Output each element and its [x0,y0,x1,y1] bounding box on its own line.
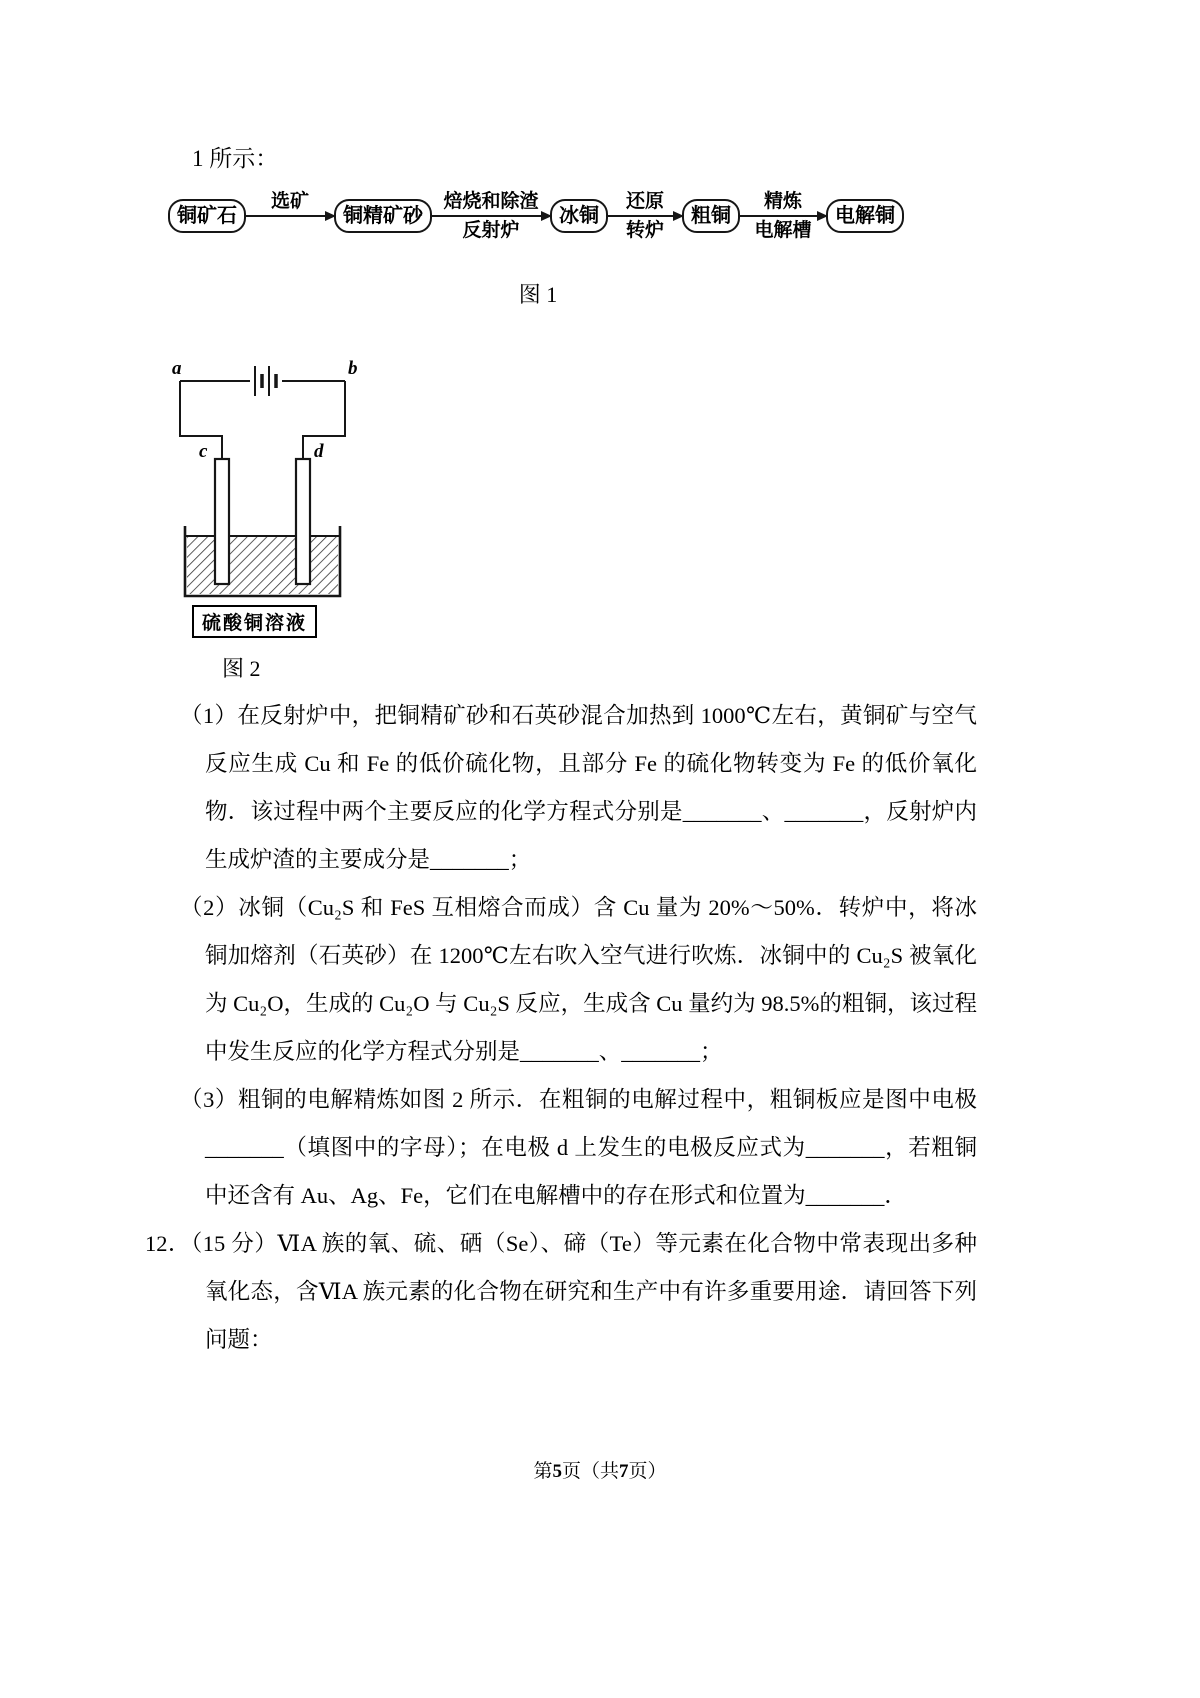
flow-node-copper-concentrate: 铜精矿砂 [334,199,432,233]
terminal-b-label: b [348,358,358,379]
arrow-top-label: 焙烧和除渣 [443,191,539,212]
electrode-c [215,459,229,584]
electrode-d-label: d [314,441,324,462]
electrode-c-label: c [199,441,208,462]
electrode-d [296,459,310,584]
arrow-line-icon [608,215,682,217]
solution-label: 硫酸铜溶液 [192,605,317,638]
arrow-bottom-label [287,217,293,244]
footer-text: 页（共 [561,1461,619,1482]
question-part-2: （2）冰铜（Cu₂S 和 FeS 互相熔合而成）含 Cu 量为 20%～50%．转炉中，将冰铜加熔剂（石英砂）在 1200℃左右吹入空气进行吹炼．冰铜中的 Cu₂S 被氧化为 Cu₂O，生成的 Cu₂O 与 Cu₂S 反应，生成含 Cu 量约为 98.5%的粗铜，该过程中发生反应的化学方程式分别是_______、_______； [180,895,977,1064]
arrow-line-icon [432,215,550,217]
fig1-caption: 图 1 [518,282,558,307]
battery-icon [255,366,276,396]
flow-arrow-reduction [608,188,682,244]
arrow-line-icon [246,215,334,217]
flow-node-copper-ore: 铜矿石 [168,199,246,233]
intro-text: 1 所示： [192,146,279,171]
question-part-3: （3）粗铜的电解精炼如图 2 所示．在粗铜的电解过程中，粗铜板应是图中电极_______（填图中的字母）；在电极 d 上发生的电极反应式为_______，若粗铜中还含有 Au、Ag、Fe，它们在电解槽中的存在形式和位置为_______． [180,1087,977,1208]
flow-node-matte: 冰铜 [550,199,608,233]
fig2-electrolysis-diagram [170,356,390,656]
arrow-line-icon [740,215,826,217]
flow-arrow-refining [740,188,826,244]
page-footer [0,1456,1200,1483]
terminal-a-label: a [172,358,182,379]
flow-arrow-ore-dressing [246,188,334,244]
total-pages: 7 [619,1461,629,1482]
flow-node-electrolytic-copper: 电解铜 [826,199,904,233]
arrow-bottom-label: 反射炉 [462,220,520,241]
footer-text: 第 [533,1461,553,1482]
wire-right-drop [303,381,345,459]
flow-node-blister-copper: 粗铜 [682,199,740,233]
question-text-block [145,692,977,1364]
arrow-bottom-label: 转炉 [625,220,664,241]
solution-liquid [187,536,338,594]
fig1-flowchart [168,188,904,244]
fig2-caption: 图 2 [222,656,261,681]
arrow-top-label: 还原 [625,191,664,212]
question-part-1: （1）在反射炉中，把铜精矿砂和石英砂混合加热到 1000℃左右，黄铜矿与空气反应生成 Cu 和 Fe 的低价硫化物，且部分 Fe 的硫化物转变为 Fe 的低价氧化物．该过程中两个主要反应的化学方程式分别是_______、_______，反射炉内生成炉渣的主要成分是_______； [180,703,977,872]
arrow-top-label: 精炼 [763,191,802,212]
footer-text: 页） [628,1461,667,1482]
flow-arrow-roasting [432,188,550,244]
arrow-top-label: 选矿 [270,191,309,212]
arrow-bottom-label: 电解槽 [754,220,812,241]
electrolysis-cell-drawing [170,356,370,606]
question-12: 12．（15 分）ⅥA 族的氧、硫、硒（Se）、碲（Te）等元素在化合物中常表现出多种氧化态，含ⅥA 族元素的化合物在研究和生产中有许多重要用途．请回答下列问题： [145,1231,977,1352]
page-number: 5 [552,1461,562,1482]
